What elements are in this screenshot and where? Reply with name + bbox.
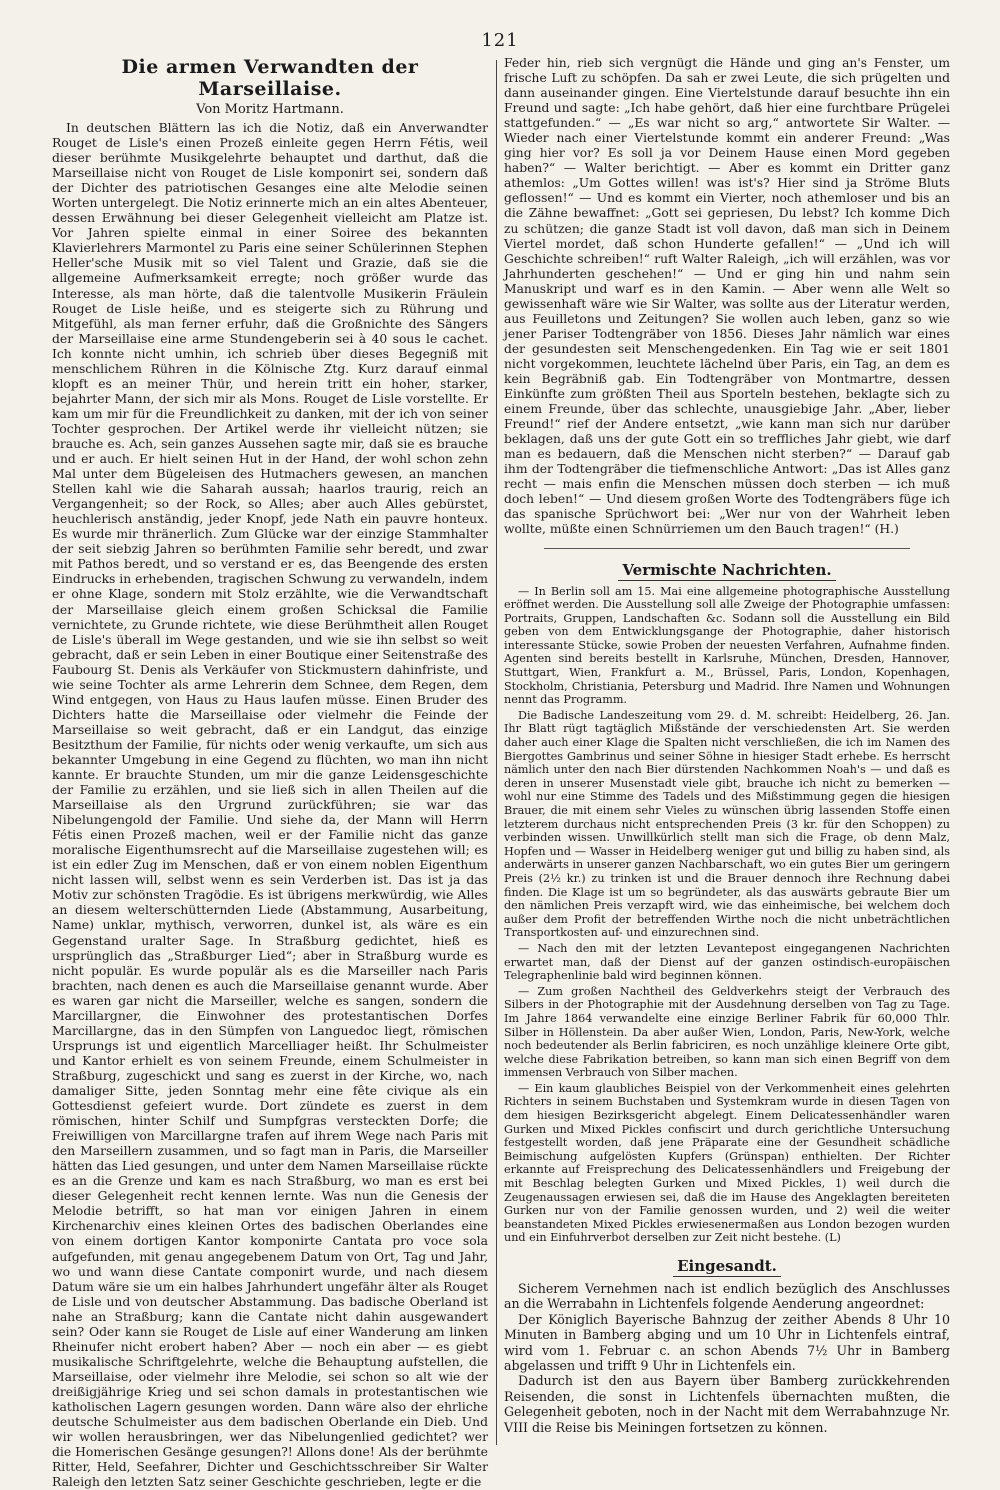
notice-paragraph: Dadurch ist den aus Bayern über Bamberg zurückkehrenden Reisenden, die sonst in Lichtenfels übernachten mußten, die Gelegenheit geboten, noch in der Nacht mit dem Werrabahnzuge Nr. VIII die Reise bis Meiningen fortsetzen zu können. xyxy=(504,1373,950,1435)
news-item: — Zum großen Nachtheil des Geldverkehrs steigt der Verbrauch des Silbers in der Photographie mit der Ausdehnung derselben von Tag zu Tage. Im Jahre 1864 verwandelte eine einzige Berliner Fabrik für 60,000 Thlr. Silber in Höllenstein. Da aber außer Wien, London, Paris, New-York, welche noch bedeutender als Berlin fabriciren, es noch unzählige kleinere Orte gibt, welche diese Fabrikation betreiben, so kann man sich einen Begriff von dem immensen Verbrauch von Silber machen. xyxy=(504,984,950,1080)
news-item: — Nach den mit der letzten Levantepost eingegangenen Nachrichten erwartet man, daß der Dienst auf der ganzen ostindisch-europäischen Telegraphenlinie bald wird beginnen können. xyxy=(504,941,950,983)
left-column xyxy=(52,56,489,1490)
column-divider xyxy=(496,60,497,1445)
news-item: — Ein kaum glaubliches Beispiel von der Verkommenheit eines gelehrten Richters in seinem Buchstaben und Systemkram wurde in diesen Tagen von dem hiesigen Bezirksgericht abgelegt. Einem Delicatessenhändler waren Gurken und Mixed Pickles confiscirt und durch gerichtliche Untersuchung festgestellt worden, daß jene Präparate eine der Gesundheit schädliche Beimischung aufgelösten Kupfers (Grünspan) enthielten. Der Richter erkannte auf Freisprechung des Delicatessenhändlers und Freigebung der mit Beschlag belegten Gurken und Mixed Pickles, 1) weil durch die Zeugenaussagen erwiesen sei, daß die im Hause des Angeklagten bereiteten Gurken nur von der Familie genossen wurden, und 2) weil die weiter beanstandeten Mixed Pickles erwiesenermaßen aus London bezogen wurden und ein Einfuhrverbot derselben zur Zeit nicht bestehe. (L) xyxy=(504,1081,950,1245)
notice-paragraph: Sicherem Vernehmen nach ist endlich bezüglich des Anschlusses an die Werrabahn in Lichtenfels folgende Aenderung angeordnet: xyxy=(504,1281,950,1312)
right-column xyxy=(504,56,950,1448)
article-continuation: Feder hin, rieb sich vergnügt die Hände und ging an's Fenster, um frische Luft zu schöpfen. Da sah er zwei Leute, die sich prügelten und dann auseinander gingen. Eine Viertelstunde darauf besuchte ihn ein Freund und sagte: „Ich habe gehört, daß hier eine furchtbare Prügelei stattgefunden.“ — „Es war nicht so arg,“ antwortete Sir Walter. — Wieder nach einer Viertelstunde kommt ein anderer Freund: „Was ging hier vor? Es soll ja vor Deinem Hause einen Mord gegeben haben?“ — Walter berichtigt. — Aber es kommt ein Dritter ganz athemlos: „Um Gottes willen! was ist's? Hier sind ja Ströme Bluts geflossen!“ — Und es kommt ein Vierter, noch athemloser und bis an die Zähne bewaffnet: „Gott sei gepriesen, Du lebst? Ich komme Dich zu schützen; die ganze Stadt ist voll davon, daß man sich in Deinem Viertel mordet, daß schon Hunderte gefallen!“ — „Und ich will Geschichte schreiben!“ ruft Walter Raleigh, „ich will erzählen, was vor Jahrhunderten geschehen!“ — Und er ging hin und nahm sein Manuskript und warf es in den Kamin. — Aber wenn alle Welt so gewissenhaft wäre wie Sir Walter, was sollte aus der Literatur werden, aus Feuilletons und Zeitungen? Sie wollen auch leben, ganz so wie jener Pariser Todtengräber von 1856. Dieses Jahr nämlich war eines der gesundesten seit Menschengedenken. Ein Tag wie er seit 1801 nicht vorgekommen, leuchtete lächelnd über Paris, ein Tag, an dem es kein Begräbniß gab. Ein Todtengräber von Montmartre, dessen Einkünfte zum größten Theil aus Sporteln bestehen, beklagte sich zu einem Freunde, über das schlechte, unausgiebige Jahr. „Aber, lieber Freund!“ rief der Andere entsetzt, „wie kann man sich nur darüber beklagen, daß uns der gute Gott ein so treffliches Jahr giebt, wie darf man es bedauern, daß die Menschen nicht sterben?“ — Darauf gab ihm der Todtengräber die tiefmenschliche Antwort: „Das ist Alles ganz recht — mais enfin die Menschen müssen doch sterben — ich muß doch leben!“ — Und diesem großen Worte des Todtengräbers füge ich das spanische Sprüchwort bei: „Wer nur von der Wahrheit leben wollte, müßte einen Schnürriemen um den Bauch tragen!“ (H.) xyxy=(504,56,950,537)
section-rule xyxy=(544,548,910,549)
article-title: Die armen Verwandten der Marseillaise. xyxy=(121,56,419,100)
news-item: — In Berlin soll am 15. Mai eine allgemeine photographische Ausstellung eröffnet werden. Die Ausstellung soll alle Zweige der Photographie umfassen: Portraits, Gruppen, Landschaften &c. Sodann soll die Ausstellung ein Bild geben von dem Entwicklungsgange der Photographie, daher historisch interessante Stücke, sowie Proben der neuesten Verfahren, Aufnahme finden. Agenten sind bereits bestellt in Karlsruhe, München, Dresden, Hannover, Stuttgart, Wien, Frankfurt a. M., Brüssel, Paris, London, Kopenhagen, Stockholm, Christiania, Petersburg und Madrid. Ihre Namen und Wohnungen nennt das Programm. xyxy=(504,584,950,707)
article-byline: Von Moritz Hartmann. xyxy=(196,102,344,117)
article-body: In deutschen Blättern las ich die Notiz, daß ein Anverwandter Rouget de Lisle's einen Prozeß einleite gegen Herrn Fétis, weil dieser berühmte Musikgelehrte behauptet und darthut, daß die Marseillaise nicht von Rouget de Lisle komponirt sei, sondern daß der Dichter des patriotischen Gesanges eine alte Melodie seinen Worten untergelegt. Die Notiz erinnerte mich an ein altes Abenteuer, dessen Erwähnung bei dieser Gelegenheit vielleicht am Platze ist. Vor Jahren spielte einmal in einer Soiree des bekannten Klavierlehrers Marmontel zu Paris eine seiner Schülerinnen Stephen Heller'sche Musik mit so viel Talent und Grazie, daß sie die allgemeine Aufmerksamkeit erregte; noch größer wurde das Interesse, als man hörte, daß die talentvolle Musikerin Fräulein Rouget de Lisle heiße, und es steigerte sich zu Rührung und Mitgefühl, als man ferner erfuhr, daß die Großnichte des Sängers der Marseillaise eine arme Stundengeberin sei à 40 sous le cachet. Ich konnte nicht umhin, ich schrieb über dieses Begegniß mit menschlichem Rühren in die Kölnische Ztg. Kurz darauf einmal klopft es an meiner Thür, und herein tritt ein hoher, starker, bejahrter Mann, der sich mir als Mons. Rouget de Lisle vorstellte. Er kam um mir für die Freundlichkeit zu danken, mit der ich von seiner Tochter gesprochen. Der Artikel werde ihr vielleicht nützen; sie brauche es. Ach, sein ganzes Aussehen sagte mir, daß sie es brauche und er auch. Er hielt seinen Hut in der Hand, der wohl schon zehn Mal unter dem Bügeleisen des Hutmachers gewesen, an manchen Stellen kahl wie die Saharah aussah; haarlos traurig, reich an Vergangenheit; so der Rock, so Alles; aber auch Alles gebürstet, heuchlerisch anständig, jeder Knopf, jede Nath ein pauvre honteux. Es wurde mir thränerlich. Zum Glücke war der einzige Stammhalter der seit siebzig Jahren so berühmten Familie sehr beredt, und zwar mit Pathos beredt, und so verstand er es, das Beengende des ersten Eindrucks in erhebenden, tragischen Schwung zu verwandeln, indem er ohne Klage, sondern mit Stolz erzählte, wie die Verwandtschaft der Marseillaise gleich einem großen Schicksal die Familie vernichtete, zu Grunde richtete, wie diese Berühmtheit allen Rouget de Lisle's überall im Wege gestanden, und wie sie ihn selbst so weit gebracht, daß er sein Leben in einer Boutique einer Seitenstraße des Faubourg St. Denis als Verkäufer von Stickmustern dahinfriste, und wie seine Tochter als arme Lehrerin dem Schnee, dem Regen, dem Wind entgegen, von Haus zu Haus laufen müsse. Einen Bruder des Dichters hatte die Marseillaise oder vielmehr die Feinde der Marseillaise so weit gebracht, daß er ein Landgut, das einzige Besitzthum der Familie, für nichts oder wenig verkaufte, um sich aus bekannter Umgebung in eine Gegend zu flüchten, wo man ihn nicht kannte. Er brauchte Stunden, um mir die ganze Leidensgeschichte der Familie zu erzählen, und sie ließ sich in allen Theilen auf die Marseillaise als den Urgrund zurückführen; sie war das Nibelungengold der Familie. Und siehe da, der Mann will Herrn Fétis einen Prozeß machen, weil er der Familie nicht das ganze moralische Eigenthumsrecht auf die Marseillaise zugestehen will; es ist ein edler Zug im Menschen, daß er von einem noblen Eigenthum nicht lassen will, selbst wenn es sein Verderben ist. Das ist ja das Motiv zur schönsten Tragödie. Es ist übrigens merkwürdig, wie Alles an diesem welterschütternden Liede (Abstammung, Ausarbeitung, Name) unklar, mythisch, verworren, dunkel ist, als wäre es ein Gegenstand uralter Sage. In Straßburg gedichtet, hieß es ursprünglich das „Straßburger Lied“; aber in Straßburg wurde es nicht populär. Es wurde populär als es die Marseiller nach Paris brachten, nach denen es auch die Marseillaise genannt wurde. Aber es waren gar nicht die Marseiller, welche es sangen, sondern die Marcillargner, die Einwohner des protestantischen Dorfes Marcillargne, das in den Sümpfen von Languedoc liegt, römischen Ursprungs ist und eigentlich Marcelliager heißt. Ihr Schulmeister und Kantor erhielt es von seinem Freunde, einem Schulmeister in Straßburg, zugeschickt und sang es zuerst in der Kirche, wo, nach damaliger Sitte, jeden Sonntag mehr eine fête civique als ein Gottesdienst gefeiert wurde. Dort zündete es zuerst in dem römischen, hinter Schilf und Sumpfgras versteckten Dorfe; die Freiwilligen von Marcillargne trafen auf ihrem Wege nach Paris mit den Marseillern zusammen, und so fagt man in Paris, die Marseiller hätten das Lied gesungen, und unter dem Namen Marseillaise rückte es an die Grenze und kam es nach Straßburg, wo man es erst bei dieser Gelegenheit recht kennen lernte. Was nun die Genesis der Melodie betrifft, so hat man vor einigen Jahren in einem Kirchenarchiv eines kleinen Ortes des badischen Oberlandes eine von einem dortigen Kantor komponirte Cantata pro voce sola aufgefunden, mit genau angegebenem Datum von Ort, Tag und Jahr, wo und wann diese Cantate componirt wurde, und nach diesem Datum wäre sie um ein halbes Jahrhundert ungefähr älter als Rouget de Lisle und von deutscher Abstammung. Das badische Oberland ist nahe an Straßburg; kann die Cantate nicht dahin ausgewandert sein? Oder kann sie Rouget de Lisle auf einer Wanderung am linken Rheinufer nicht erobert haben? Aber — noch ein aber — es giebt musikalische Schriftgelehrte, welche die Behauptung aufstellen, die Marseillaise, oder vielmehr ihre Melodie, sei schon so alt wie der dreißigjährige Krieg und sei schon damals in protestantischen wie katholischen Lagern gesungen worden. Dann wäre also der ehrliche deutsche Schulmeister aus dem badischen Oberlande ein Dieb. Und wir wollen herausbringen, wer das Nibelungenlied gedichtet? wer die Homerischen Gesänge gesungen?! Allons done! Als der berühmte Ritter, Held, Seefahrer, Dichter und Geschichtsschreiber Sir Walter Raleigh den letzten Satz seiner Geschichte geschrieben, legte er die xyxy=(52,121,489,1490)
notice-paragraph: Der Königlich Bayerische Bahnzug der zeither Abends 8 Uhr 10 Minuten in Bamberg abging und um 10 Uhr in Lichtenfels eintraf, wird vom 1. Februar c. an schon Abends 7½ Uhr in Bamberg abgelassen und trifft 9 Uhr in Lichtenfels ein. xyxy=(504,1311,950,1374)
news-item: Die Badische Landeszeitung vom 29. d. M. schreibt: Heidelberg, 26. Jan. Ihr Blatt rügt tagtäglich Mißstände der verschiedensten Art. Sie werden daher auch einer Klage die Spalten nicht verschließen, die ich im Namen des Biergottes Gambrinus und seiner Söhne in hiesiger Stadt erhebe. Es herrscht nämlich unter den nach Bier dürstenden Nachkommen Noah's — und daß es deren in unserer Musenstadt viele gibt, brauche ich nicht zu bemerken — wohl nur eine Stimme des Tadels und des Mißstimmung gegen die hiesigen Brauer, die mit einem sehr Vieles zu wünschen übrig lassenden Stoffe einen letzterem durchaus nicht entsprechenden Preis (3 kr. für den Schoppen) zu verbinden wissen. Unwillkürlich stellt man sich die Frage, ob denn Malz, Hopfen und — Wasser in Heidelberg weniger gut und billig zu haben sind, als anderwärts in unserer ganzen Nachbarschaft, wo ein gutes Bier um geringern Preis (2½ kr.) zu trinken ist und die Brauer dennoch ihre Rechnung dabei finden. Die Klage ist um so begründeter, als das auswärts gebraute Bier um den nämlichen Preis verzapft wird, wie das einheimische, bei welchem doch außer dem Profit der betreffenden Wirthe noch die nicht unbeträchtlichen Transportkosten auf- und einzurechnen sind. xyxy=(504,708,950,940)
notice-heading: Eingesandt. xyxy=(504,1257,950,1275)
news-heading: Vermischte Nachrichten. xyxy=(504,561,950,579)
page-number: 121 xyxy=(481,30,519,51)
